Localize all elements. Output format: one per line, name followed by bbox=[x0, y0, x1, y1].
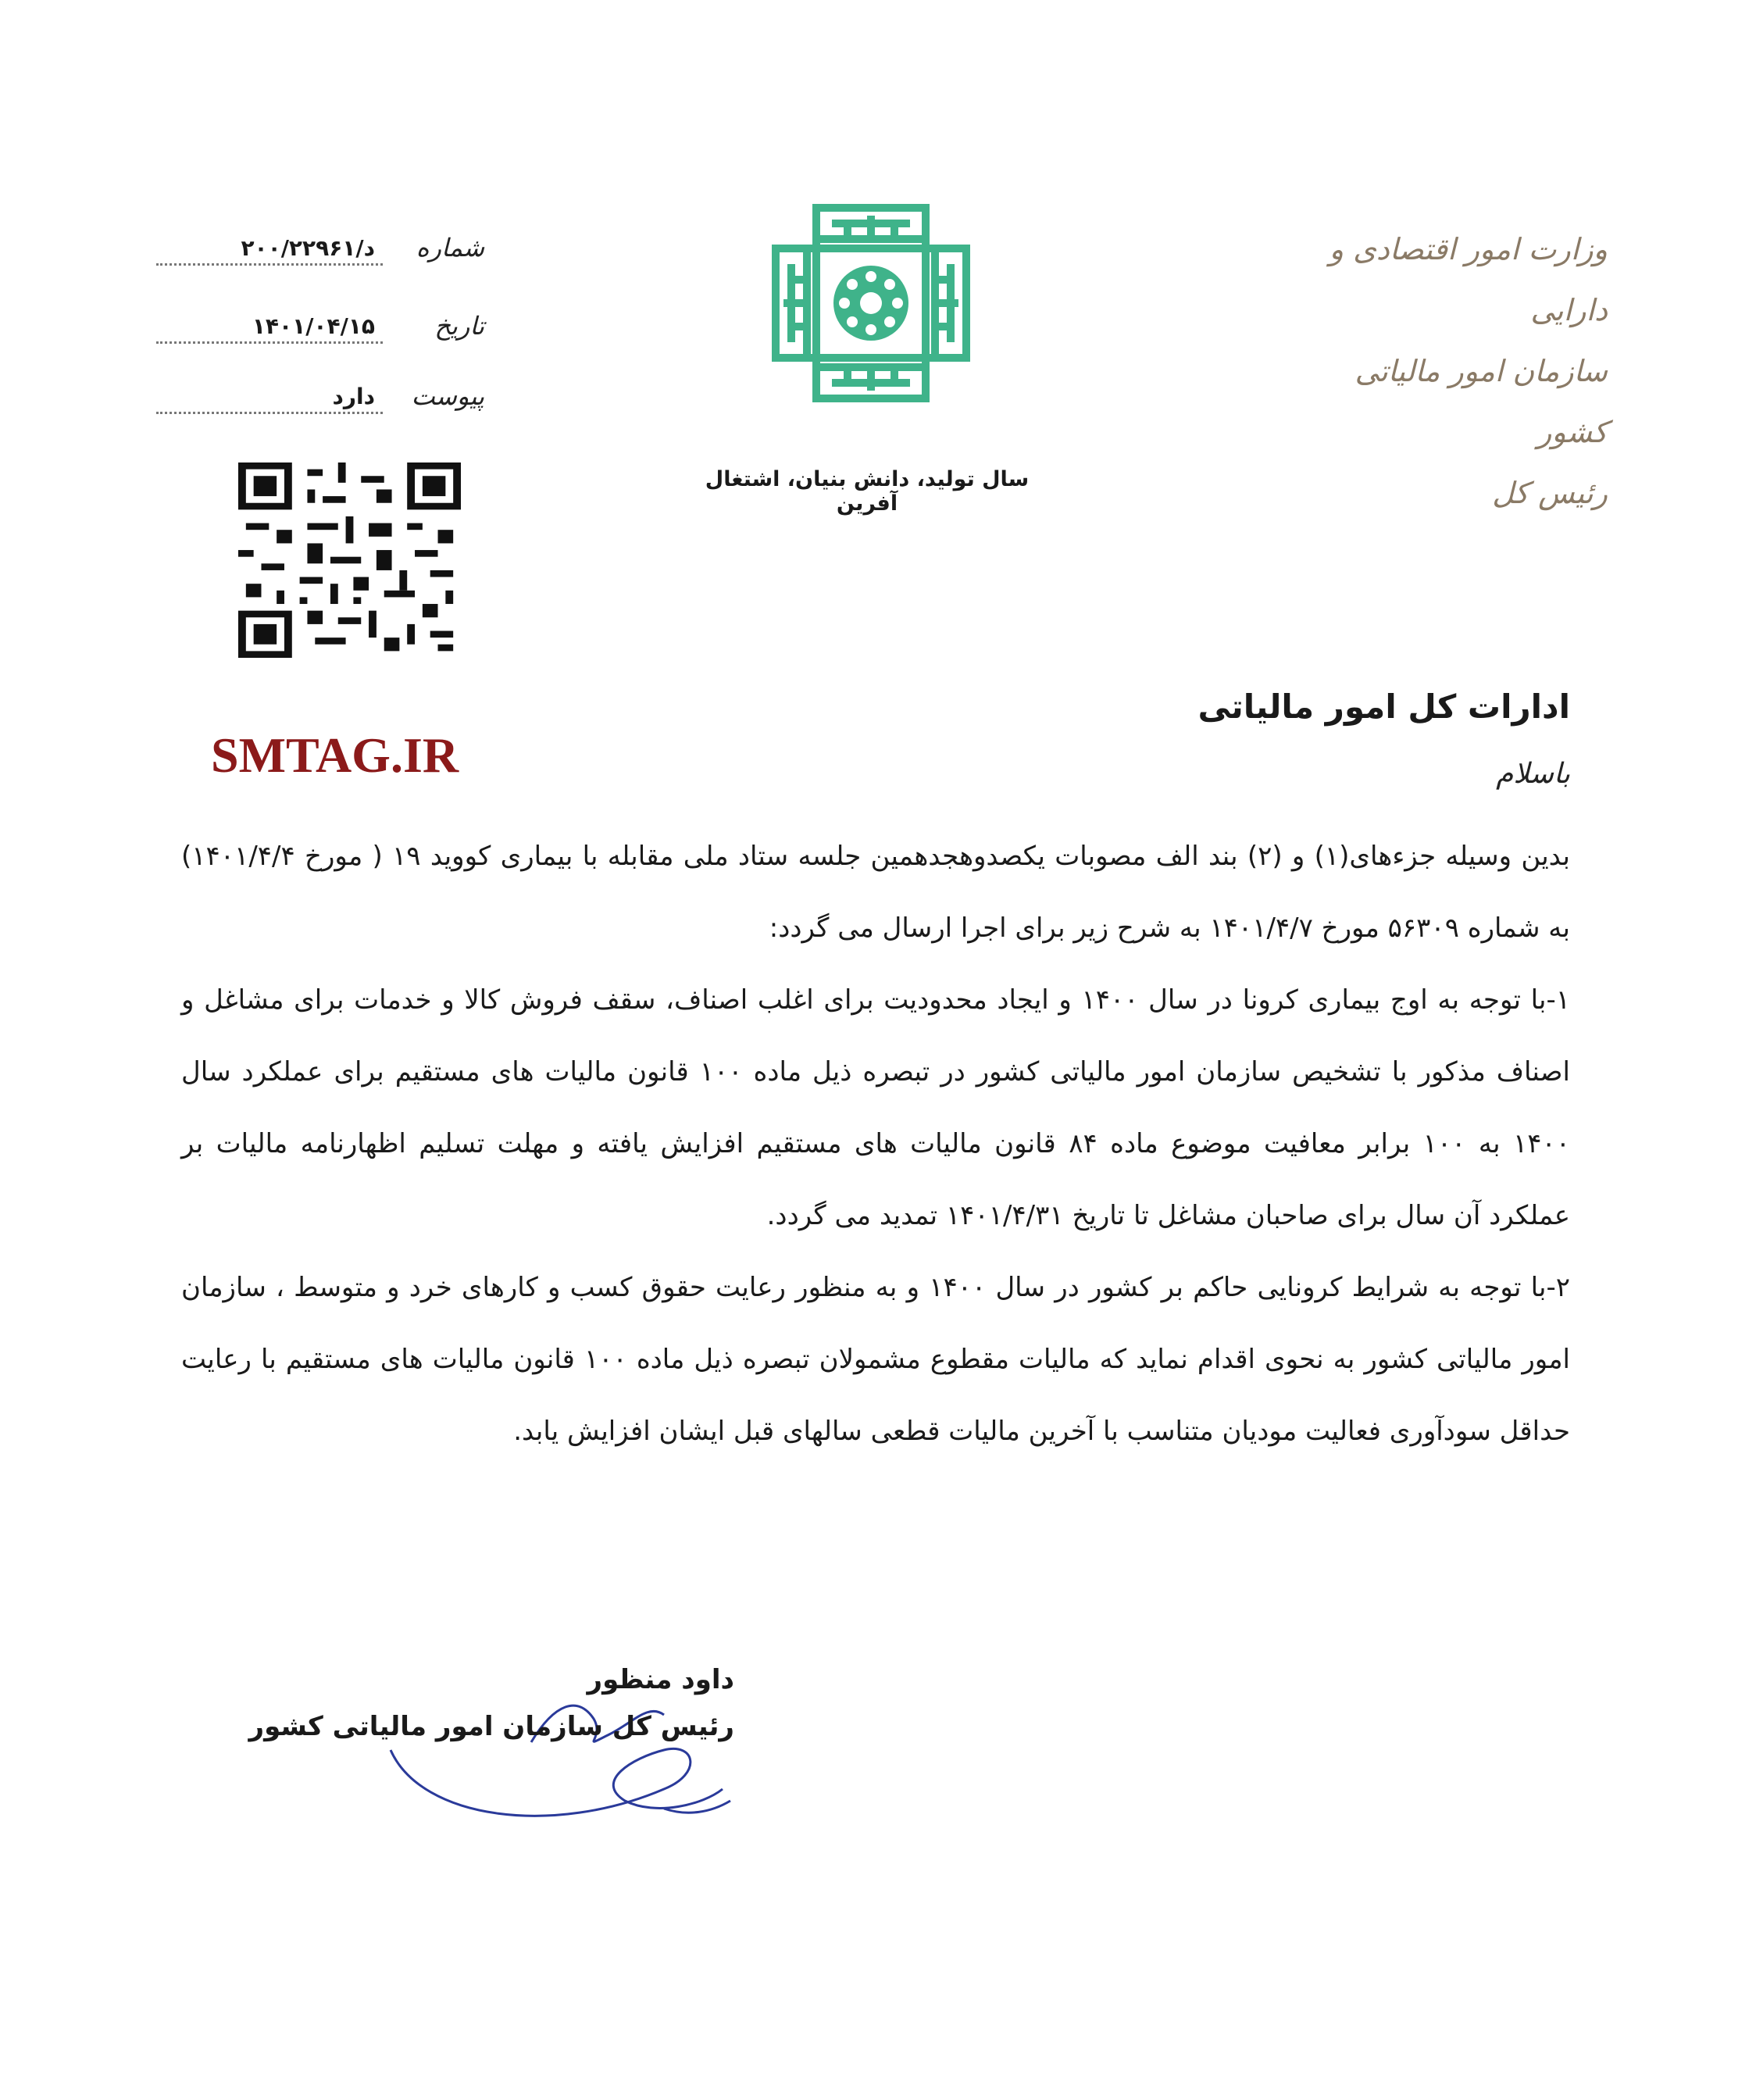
signer-title: رئیس کل سازمان امور مالیاتی کشور bbox=[248, 1711, 734, 1742]
body-intro: بدین وسیله جزءهای(۱) و (۲) بند الف مصوبات یکصدوهجدهمین جلسه ستاد ملی مقابله با بیماری کووید ۱۹ ( مورخ ۱۴۰۱/۴/۴) به شماره ۵۶۳۰۹ مورخ ۱۴۰۱/۴/۷ به شرح زیر برای اجرا ارسال می گردد: bbox=[181, 841, 1570, 944]
body-item-1: ۱-با توجه به اوج بیماری کرونا در سال ۱۴۰۰ و ایجاد محدودیت برای اغلب اصناف، سقف فروش کالا و خدمات برای مشاغل و اصناف مذکور با تشخیص سازمان امور مالیاتی کشور در تبصره ذیل ماده ۱۰۰ قانون مالیات های مستقیم برای عملکرد سال ۱۴۰۰ به ۱۰۰ برابر معافیت موضوع ماده ۸۴ قانون مالیات های مستقیم افزایش یافته و مهلت تسلیم اظهارنامه مالیات بر عملکرد آن سال برای صاحبان مشاغل تا تاریخ ۱۴۰۱/۴/۳۱ تمدید می گردد. bbox=[181, 984, 1571, 1231]
attachment-value: دارد bbox=[332, 384, 375, 409]
letter-attachment-row bbox=[156, 375, 484, 422]
date-value: ۱۴۰۱/۰۴/۱۵ bbox=[252, 313, 375, 339]
ministry-header bbox=[1280, 219, 1608, 523]
signer-name: داود منظور bbox=[587, 1664, 734, 1695]
greeting: باسلام bbox=[1496, 758, 1570, 790]
body-item-2: ۲-با توجه به شرایط کرونایی حاکم بر کشور در سال ۱۴۰۰ و به منظور رعایت حقوق کسب و کارهای خرد و متوسط ، سازمان امور مالیاتی کشور به نحوی اقدام نماید که مالیات مقطوع مشمولان تبصره ذیل ماده ۱۰۰ قانون مالیات های مستقیم با رعایت حداقل سودآوری فعالیت مودیان متناسب با آخرین مالیات قطعی سالهای قبل ایشان افزایش یابد. bbox=[181, 1272, 1570, 1447]
year-slogan: سال تولید، دانش بنیان، اشتغال آفرین bbox=[705, 467, 1030, 516]
letter-date-row bbox=[156, 305, 484, 352]
ministry-line-2: سازمان امور مالیاتی کشور bbox=[1354, 354, 1608, 449]
letter-body bbox=[181, 820, 1570, 1467]
watermark: SMTAG.IR bbox=[211, 727, 459, 783]
ministry-line-1: وزارت امور اقتصادی و دارایی bbox=[1329, 232, 1608, 327]
dotted-line bbox=[156, 341, 383, 344]
signature-block bbox=[248, 1656, 750, 1836]
qr-code-icon bbox=[238, 462, 461, 658]
dotted-line bbox=[156, 412, 383, 414]
dotted-line bbox=[156, 263, 383, 266]
number-value: د/۲۰۰/۲۲۹۶۱ bbox=[241, 235, 375, 261]
number-label: شماره bbox=[416, 233, 484, 262]
recipient-heading: ادارات کل امور مالیاتی bbox=[1197, 688, 1570, 726]
date-label: تاریخ bbox=[434, 311, 484, 341]
tax-organization-emblem-icon bbox=[769, 202, 973, 405]
letter-number-row bbox=[156, 227, 484, 273]
attachment-label: پیوست bbox=[411, 381, 484, 411]
ministry-line-3: رئیس کل bbox=[1492, 476, 1608, 510]
